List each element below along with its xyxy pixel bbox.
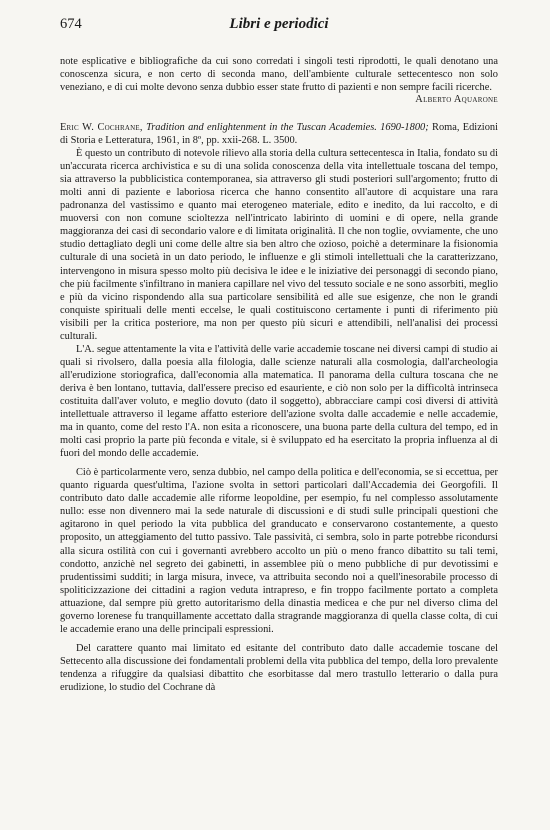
book-review	[60, 121, 498, 694]
review-citation	[60, 121, 498, 147]
running-title: Libri e periodici	[229, 16, 329, 32]
review-paragraph: Del carattere quanto mai limitato ed esitante del contributo dato dalle accademie toscane del Settecento alla discussione dei fondamentali problemi della vita pubblica del tempo, della loro prevalente tendenza a rifuggire da qualsiasi dibattito che esorbitasse dal mero trastullo letterario o dalla pura erudizione, lo studio del Cochrane dà	[60, 642, 498, 693]
reviewer-signature: Alberto Aquarone	[415, 94, 498, 106]
review-paragraph: È questo un contributo di notevole rilievo alla storia della cultura settecentesca in Italia, fondato su di un'accurata ricerca archivistica e su di una solida conoscenza della vita intellettuale toscana del tempo, sia attraverso la pubblicistica contemporanea, sia attraverso gli studi posteriori sull'argomento; frutto di molti anni di paziente e laboriosa ricerca che hanno consentito all'autore di acquistare una rara padronanza del vastissimo e quanto mai eterogeneo materiale, edito e inedito, da lui raccolto, e di muoversi con non comune scioltezza nell'intricato labirinto di uomini e di opere, nella grande maggioranza dei casi di secondario valore e di limitata originalità. Il che non toglie, ovviamente, che uno studio dettagliato degli uni come delle altre sia ben altro che ozioso, poichè a determinare la fisionomia culturale di una società in un dato periodo, le influenze e gli stimoli intellettuali che la caratterizzano, intervengono in misura spesso molto più decisiva le idee e le iniziative dei personaggi di secondo piano, che più facilmente s'infiltrano in maniera capillare nel vivo del tessuto sociale e ne sono assorbiti, meglio e più da vicino rispondendo alla sua particolare sensibilità ed alle sue esigenze, che non le grandi conquiste spirituali delle menti eccelse, le quali costituiscono certamente i punti di riferimento più visibili per la critica posteriore, ma non per questo più sicuri e attendibili, nell'analisi dei processi culturali.	[60, 148, 498, 342]
previous-review-text: note esplicative e bibliografiche da cui sono corredati i singoli testi riprodotti, le quali denotano una conoscenza sicura, e non certo di seconda mano, dell'ambiente culturale settecentesco non solo veneziano, e di cui molte devono senza dubbio esser state frutto di pazienti e non sempre facili ricerche.	[60, 56, 498, 94]
previous-review-ending	[60, 55, 498, 106]
page-number: 674	[60, 16, 82, 32]
book-author: Eric W. Cochrane,	[60, 122, 143, 133]
page-header	[60, 16, 498, 38]
book-title: Tradition and enlightenment in the Tuscan Academies. 1690-1800;	[146, 122, 429, 133]
book-publication: Roma, Edizioni di Storia e Letteratura, 1961, in 8º, pp. xxii-268. L. 3500.	[60, 122, 498, 147]
review-paragraph: L'A. segue attentamente la vita e l'attività delle varie accademie toscane nei diversi campi di studio ai quali si rivolsero, dalla poesia alla filologia, dalle scienze naturali alla cosmologia, dall'archeologia all'erudizione storiografica, dall'economia alla matematica. Il panorama della cultura toscana che ne deriva è ben lontano, tuttavia, dall'essere preciso ed esauriente, e ciò non solo per la difficoltà intrinseca costituita dall'aver voluto, e meglio dovuto (dato il soggetto), abbracciare campi così diversi di attività intellettuale attraverso il legame affatto esteriore dell'azione svolta dalle accademie e nelle accademie, ma in quanto, come del resto l'A. non esita a riconoscere, una buona parte della cultura del tempo, ed in molti casi proprio la parte più feconda e vitale, si è sviluppato ed ha esercitato la propria influenza al di fuori del mondo delle accademie.	[60, 343, 498, 460]
review-paragraph: Ciò è particolarmente vero, senza dubbio, nel campo della politica e dell'economia, se si eccettua, per quanto riguarda quest'ultima, l'azione svolta in settori particolari dall'Accademia dei Georgofili. Il contributo dato dalle accademie alle riforme leopoldine, per esempio, fu nel complesso assolutamente nullo: esse non divennero mai la sede naturale di discussioni e di studi sulle principali questioni che agitarono in quel periodo la vita pubblica del granducato e conservarono costantemente, a questo proposito, un atteggiamento del tutto passivo. Tale passività, ci sembra, solo in parte potrebbe ricondursi alla sicura ostilità con cui i governanti avrebbero accolto un più o meno franco dibattito su tali temi, condotto, anzichè nel segreto dei gabinetti, in assemblee più o meno pubbliche di pur devotissimi e prudentissimi sudditi; in larga misura, invece, va attribuita secondo noi a quell'inesorabile processo di spoliticizzazione dei cittadini a ragion veduta intrapreso, e fin troppo facilmente portato a completa attuazione, dal sempre più gretto autoritarismo della dinastia medicea e che pur nel diverso clima del governo lorenese fu tranquillamente accettato dalla stragrande maggioranza di quella classe colta, di cui le accademie erano una delle principali espressioni.	[60, 467, 498, 635]
